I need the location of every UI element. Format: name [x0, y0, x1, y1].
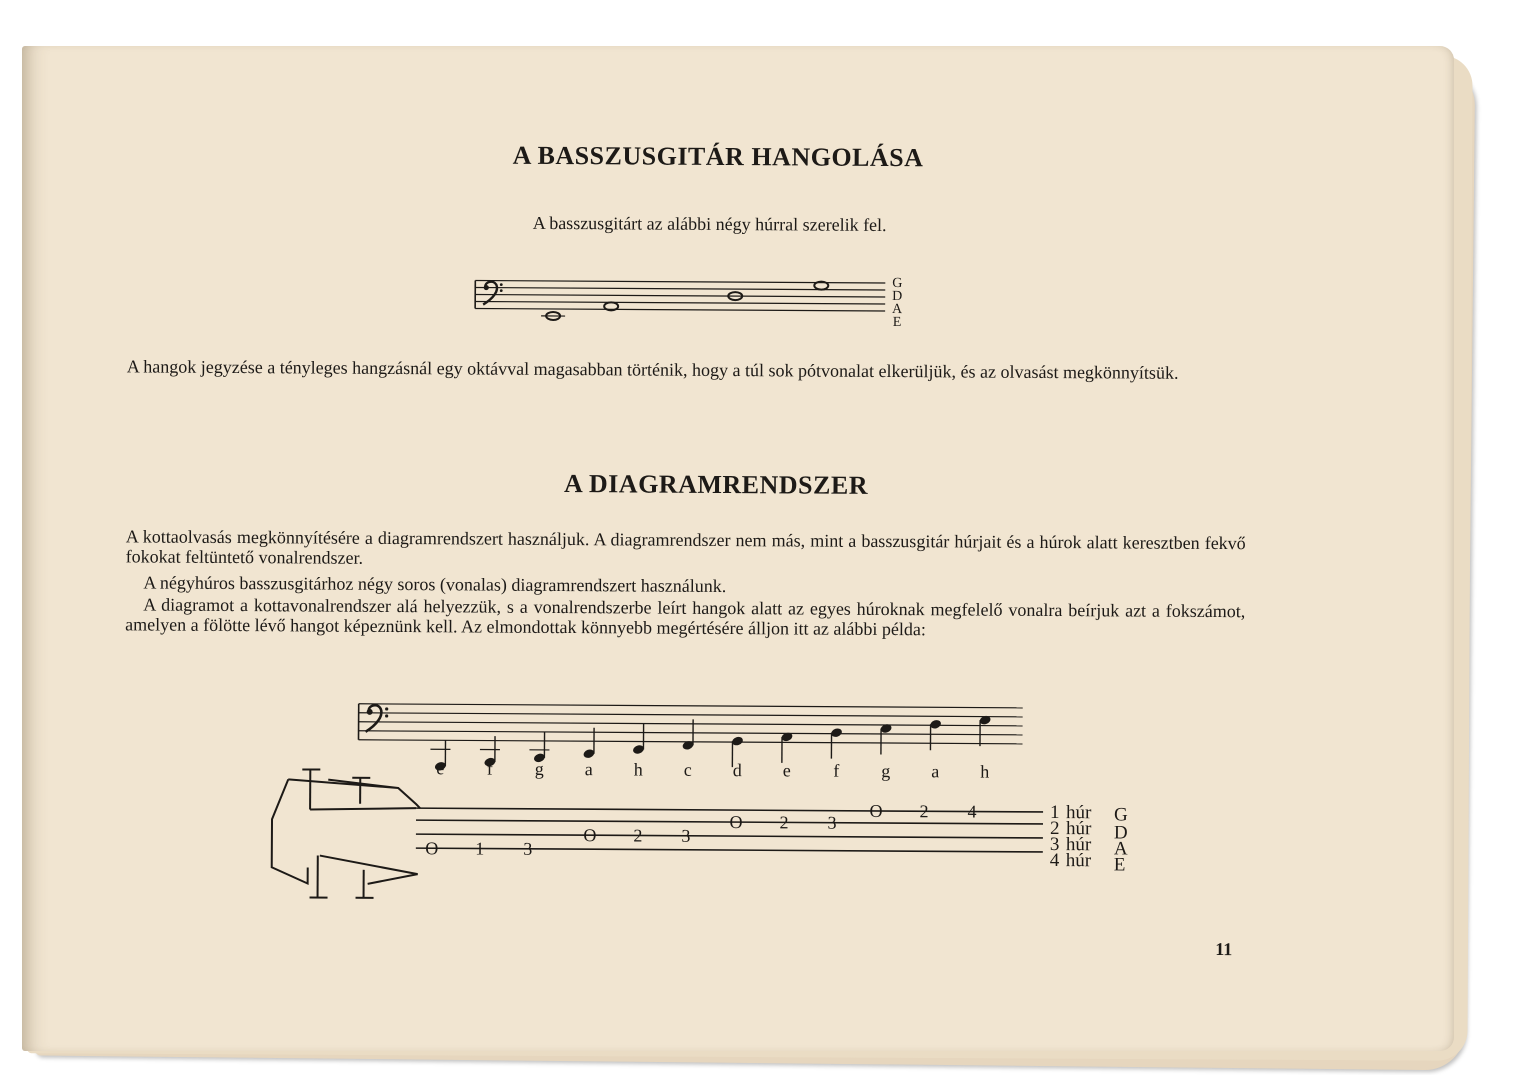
note-name-2: f	[486, 758, 493, 779]
fret-number-string2-1: O	[729, 812, 743, 833]
string-2-word: húr	[1065, 818, 1092, 840]
tuning-letter-g: G	[892, 276, 903, 292]
fret-number-string1-1: O	[869, 800, 883, 821]
fret-number-string2-2: 2	[779, 812, 789, 833]
note-name-10: g	[881, 760, 891, 782]
fret-number-string2-3: 3	[827, 812, 837, 833]
tuning-letter-d: D	[892, 289, 903, 305]
fret-number-string3-1: O	[583, 825, 597, 846]
string-4-note: E	[1113, 854, 1126, 876]
string-3-number: 3	[1049, 834, 1060, 856]
fret-number-string4-1: O	[425, 838, 439, 859]
page-number: 11	[1215, 939, 1233, 960]
string-3-note: A	[1113, 838, 1128, 860]
tuning-letter-e: E	[892, 315, 902, 331]
string-1-note: G	[1113, 804, 1128, 826]
string-1-word: húr	[1066, 802, 1092, 824]
headstock-outline	[272, 779, 421, 884]
diagram-paragraph-1: A kottaolvasás megkönnyítésére a diagramrendszert használjuk. A diagramrendszer nem más, mint a basszusgitár húrjait és a húrok alatt keresztben fekvő fokokat feltüntető vonalrendszer.	[125, 526, 1246, 568]
string-4-word: húr	[1065, 850, 1092, 872]
heading-diagram: A DIAGRAMRENDSZER	[564, 469, 869, 500]
diagram-paragraph-3: A diagramot a kottavonalrendszer alá helyezzük, s a vonalrendszerbe leírt hangok alatt az egyes húroknak megfelelő vonalra beírjuk azt a fokszámot, amelyen a fölötte lévő hangot képeznünk kell. Az elmondottak könnyebb megértésére álljon itt az alábbi példa:	[125, 594, 1246, 640]
diagram-paragraph-2: A négyhúros basszusgitárhoz négy soros (vonalas) diagramrendszert használunk.	[143, 572, 727, 597]
string-4-number: 4	[1049, 850, 1060, 872]
fret-number-string4-2: 1	[475, 838, 485, 859]
tuning-letter-a: A	[892, 302, 903, 318]
tuning-staff	[463, 272, 923, 345]
book-page	[22, 46, 1454, 1051]
notation-paragraph: A hangok jegyzése a tényleges hangzásnál egy oktávval magasabban történik, hogy a túl sok pótvonalat elkerüljük, és az olvasást megkönnyítsük.	[126, 356, 1179, 383]
string-3-word: húr	[1065, 834, 1092, 856]
note-name-5: h	[633, 759, 643, 780]
fret-number-string4-3: 3	[523, 838, 533, 859]
tuning-caption: A basszusgitárt az alábbi négy húrral szerelik fel.	[532, 212, 887, 236]
note-name-11: a	[931, 761, 940, 782]
fretboard-diagram	[248, 760, 1159, 909]
string-1-number: 1	[1050, 802, 1060, 824]
bass-clef-icon	[366, 705, 389, 732]
fret-number-string1-2: 2	[919, 801, 929, 822]
note-name-6: c	[683, 759, 692, 780]
fret-number-string3-3: 3	[681, 825, 691, 846]
note-name-4: a	[584, 759, 593, 780]
string-labels	[1050, 802, 1128, 875]
heading-tuning: A BASSZUSGITÁR HANGOLÁSA	[512, 140, 924, 173]
string-2-number: 2	[1049, 818, 1060, 840]
fret-number-string1-3: 4	[967, 801, 977, 822]
page-content	[22, 46, 1454, 1051]
note-name-12: h	[980, 761, 990, 782]
note-name-7: d	[732, 760, 742, 781]
note-name-9: f	[833, 760, 840, 781]
note-name-1: e	[436, 758, 445, 779]
fret-numbers	[425, 798, 976, 861]
note-name-8: e	[782, 760, 791, 781]
fret-number-string3-2: 2	[633, 825, 643, 846]
note-name-3: g	[534, 758, 544, 779]
string-2-note: D	[1113, 822, 1128, 844]
